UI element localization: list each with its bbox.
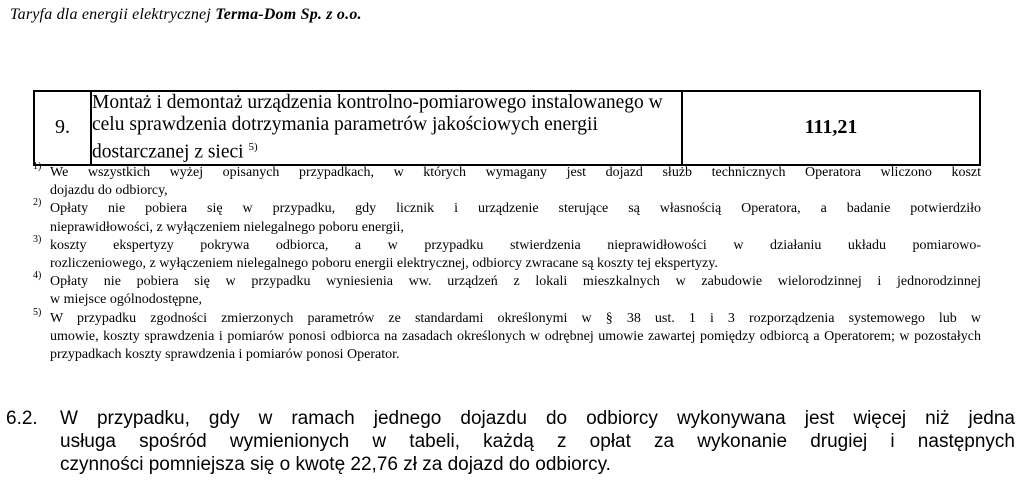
footnote-rest: nieprawidłowości, z wyłączeniem nielegalnego poboru energii, [50,219,404,235]
page-header [10,6,362,24]
section-6-2 [6,407,1018,476]
footnote-marker: 4) [33,270,42,282]
section-line-1: W przypadku, gdy w ramach jednego dojazdu do odbiorcy wykonywana jest więcej niż jedna [60,408,1015,429]
footnote-rest: w miejsce ogólnodostępne, [50,292,203,308]
section-text [60,407,1015,476]
footnote-5 [33,306,981,365]
footnote-4 [33,270,981,309]
footnote-first-line: Opłaty nie pobiera się w przypadku, gdy licznik i urządzenie sterujące są własnością Operatora, a badanie potwierdziło [50,201,981,217]
footnote-rest: umowie, koszty sprawdzenia i pomiarów ponosi odbiorca na zasadach określonych w odrębnej umowie zawartej pomiędzy odbiorcą a Operatorem; w pozostałych przypadkach koszty sprawdzenia i pomiarów ponosi Operator. [50,328,981,363]
footnote-3 [33,233,981,273]
footnotes [33,161,981,364]
header-prefix: Taryfa dla energii elektrycznej [10,6,211,23]
section-number: 6.2. [6,408,38,429]
tariff-table [33,90,981,166]
footnote-rest: rozliczeniowego, z wyłączeniem nielegalnego poboru energii elektrycznej, odbiorcy zwracane są koszty tej ekspertyzy. [50,256,718,272]
footnote-2 [33,197,981,236]
footnote-first-line: koszty ekspertyzy pokrywa odbiorca, a w przypadku stwierdzenia nieprawidłowości w działaniu układu pomiarowo- [50,237,981,253]
footnote-rest: dojazdu do odbiorcy, [50,183,168,199]
footnote-marker: 3) [33,233,42,245]
footnote-first-line: We wszystkich wyżej opisanych przypadkach, w których wymagany jest dojazd służb technicznych Operatora wliczono koszt [50,165,981,180]
section-line-2: usługa spośród wymienionych w tabeli, każdą z opłat za wykonanie drugiej i następnych [60,431,1015,452]
section-line-3: czynności pomniejsza się o kwotę 22,76 zł za dojazd do odbiorcy. [60,454,611,475]
row-price: 111,21 [682,91,980,165]
footnote-first-line: Opłaty nie pobiera się w przypadku wyniesienia ww. urządzeń z lokali mieszkalnych w zabudowie wielorodzinnej i jednorodzinnej [50,274,981,290]
table-row [34,91,980,165]
row-description-text: Montaż i demontaż urządzenia kontrolno-pomiarowego instalowanego w celu sprawdzenia dotrzymania parametrów jakościowych energii dostarczanej z sieci [92,92,663,163]
footnote-first-line: W przypadku zgodności zmierzonych parametrów ze standardami określonymi w § 38 ust. 1 i 3 rozporządzenia systemowego lub w [50,310,981,326]
row-footnote-ref: 5) [248,141,258,153]
footnote-marker: 1) [33,161,42,172]
footnote-marker: 5) [33,306,42,318]
footnote-marker: 2) [33,197,42,209]
row-description [91,91,682,165]
row-number: 9. [34,91,91,165]
header-company: Terma-Dom Sp. z o.o. [215,6,362,23]
footnote-1 [33,161,981,200]
